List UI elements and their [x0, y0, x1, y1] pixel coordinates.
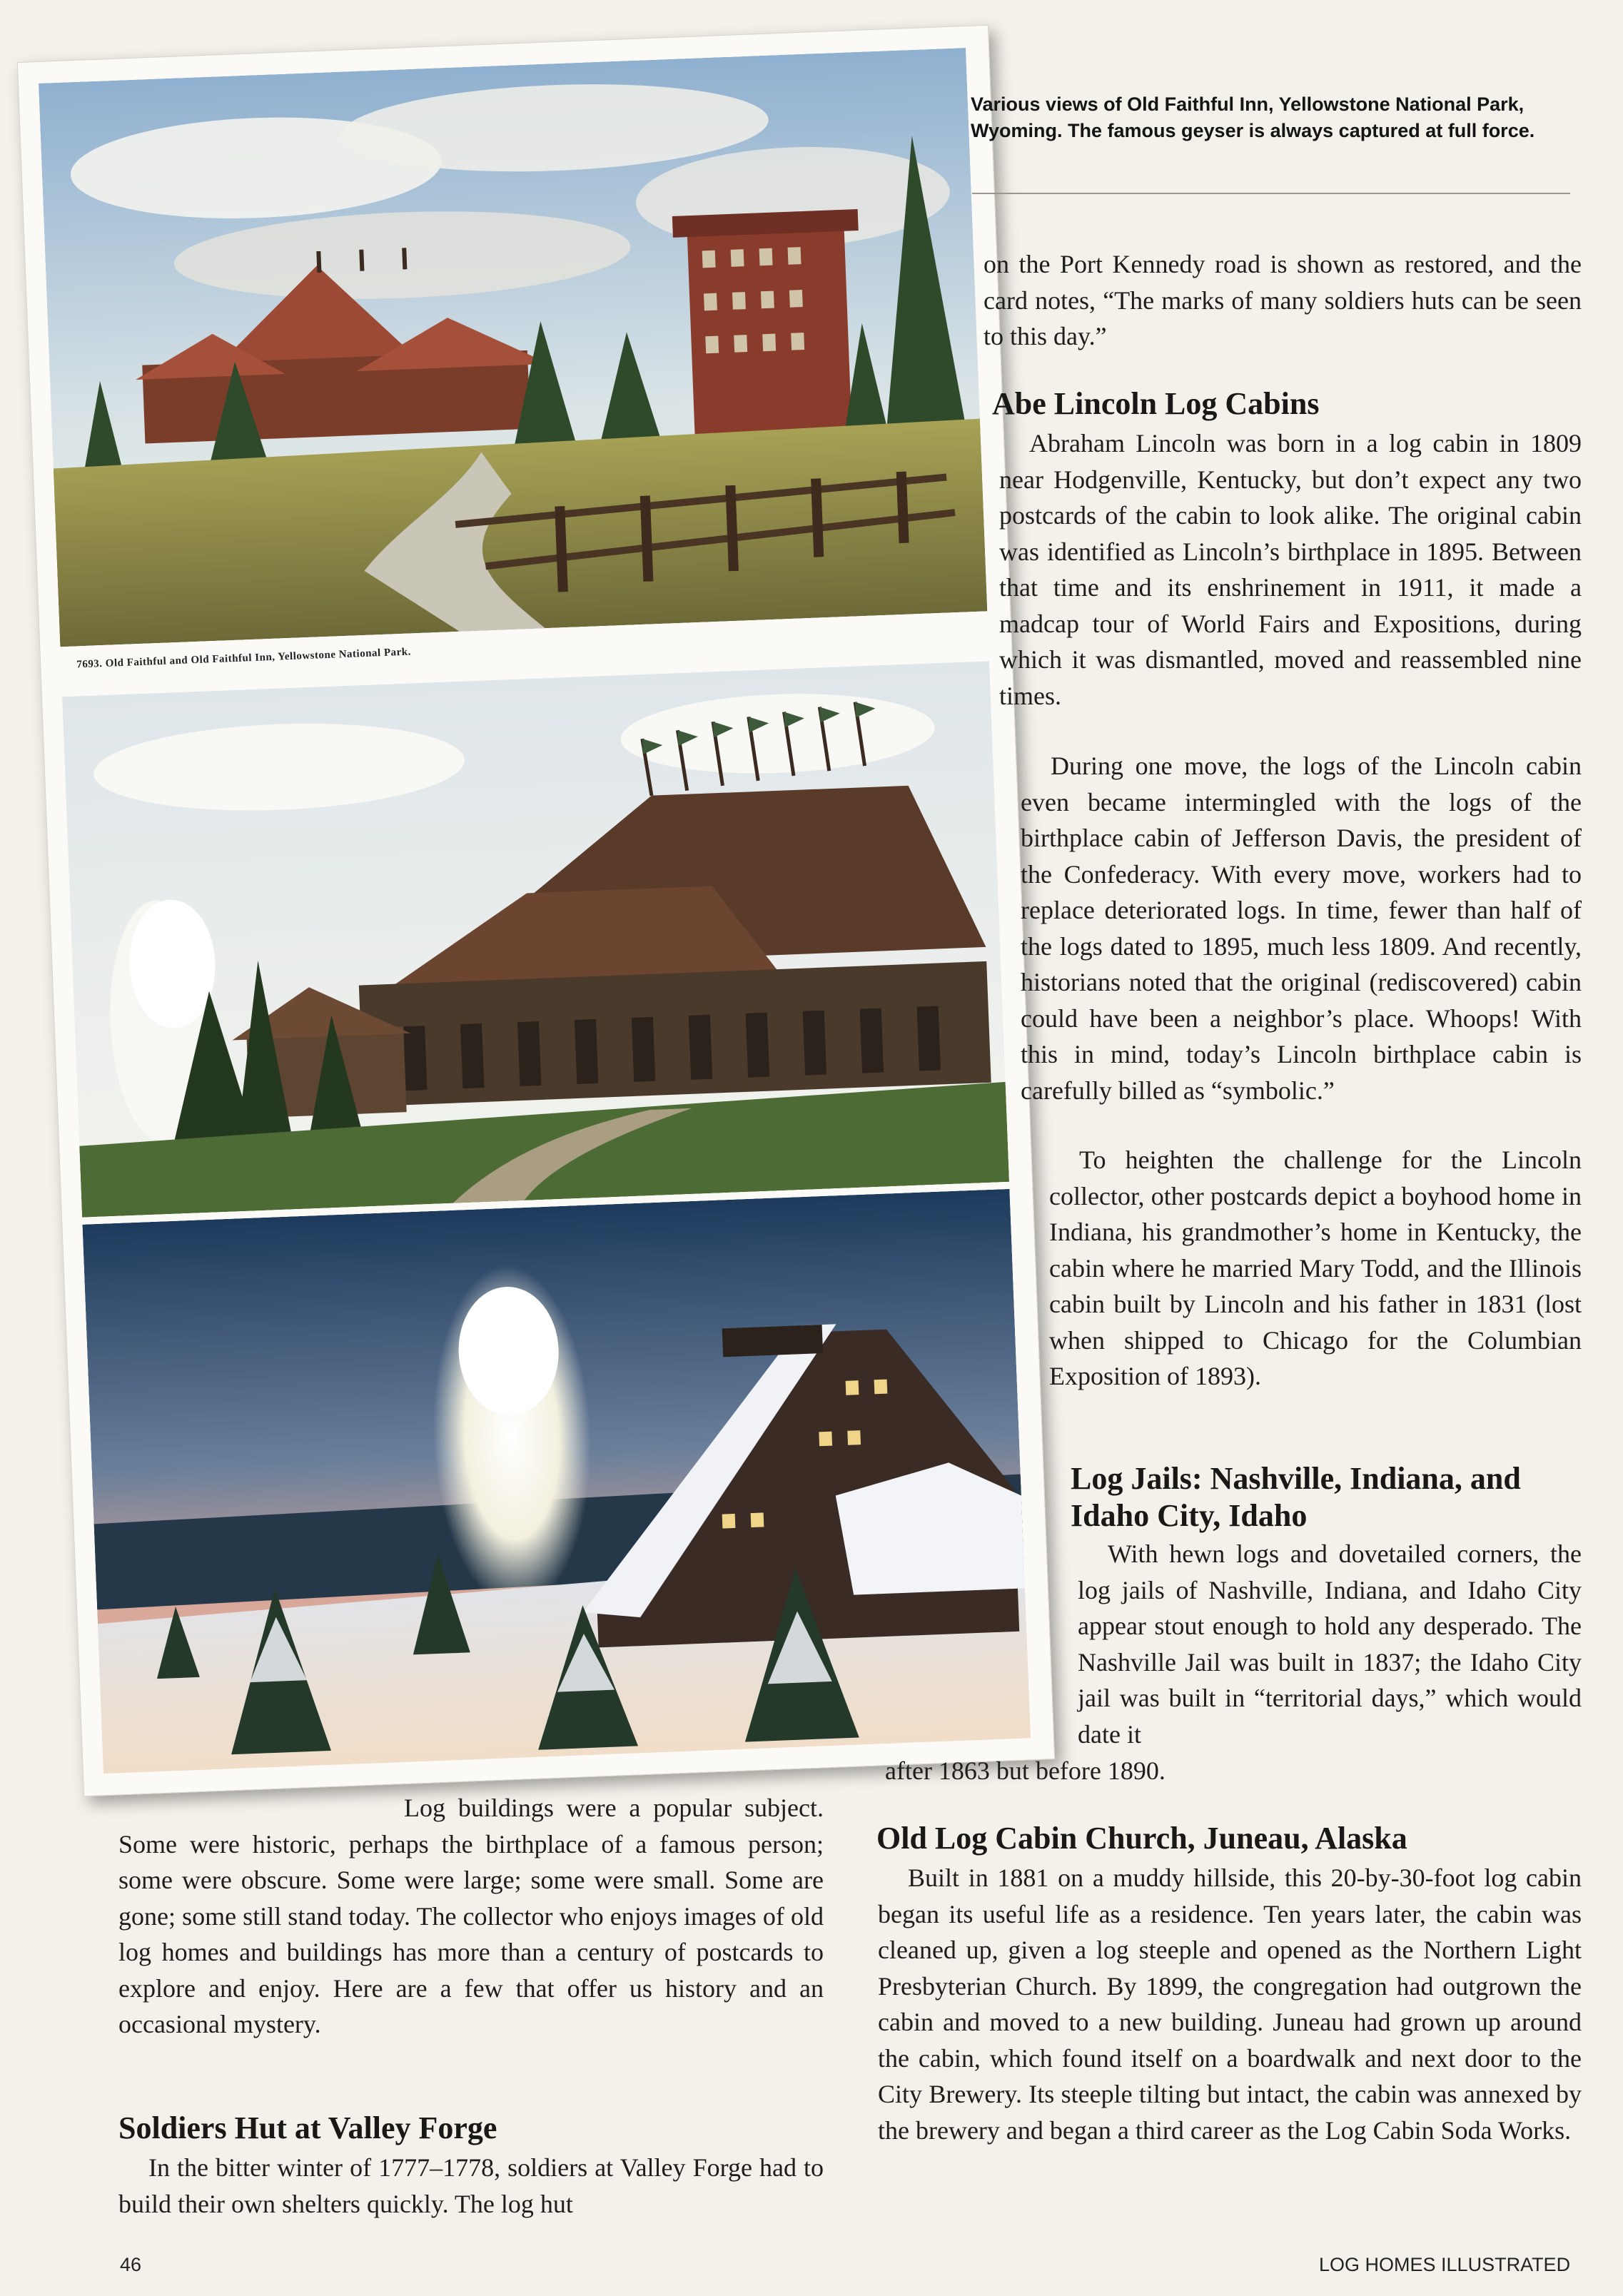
lincoln-paragraph-1: Abraham Lincoln was born in a log cabin in 1809 near Hodgenville, Kentucky, but don’t expect any two postcards of the cabin to look alike. The original cabin was identified as Lincoln’s birthplace in 1895. Between that time and its enshrinement in 1911, it made a madcap tour of World Fairs and Expositions, during which it was dismantled, moved and reassembled nine times.	[999, 429, 1582, 710]
valley-forge-paragraph: In the bitter winter of 1777–1778, soldiers at Valley Forge had to build their own shelters quickly. The log hut	[118, 2153, 824, 2218]
lincoln-text-block	[999, 425, 1582, 714]
log-jails-paragraph: With hewn logs and dovetailed corners, the log jails of Nashville, Indiana, and Idaho City appear stout enough to hold any desperado. The Nashville Jail was built in 1837; the Idaho City jail was built in “territorial days,” which would date it	[1078, 1539, 1582, 1749]
juneau-text-block	[878, 1860, 1582, 2148]
intro-paragraph: Log buildings were a popular subject. Some were historic, perhaps the birthplace of a famous person; some were obscure. Some were large; some were small. Some are gone; some still stand today. The collector who enjoys images of old log homes and buildings has more than a century of postcards to explore and enjoy. Here are a few that offer us history and an occasional mystery.	[118, 1794, 824, 2038]
postcard-inn-summer	[39, 48, 987, 647]
juneau-paragraph: Built in 1881 on a muddy hillside, this 20-by-30-foot log cabin began its useful life as a residence. Ten years later, the cabin was cleaned up, given a log steeple and opened as the Northern Light Presbyterian Church. By 1899, the congregation had outgrown the cabin and moved to a new building. Juneau had grown up around the cabin, which found itself on a boardwalk and next door to the City Brewery. Its steeple tilting but intact, the cabin was annexed by the brewery and began a third career as the Log Cabin Soda Works.	[878, 1863, 1582, 2145]
left-column	[118, 1790, 824, 2043]
lincoln-paragraph-3: To heighten the challenge for the Lincoln collector, other postcards depict a boyhood home in Indiana, his grandmother’s home in Kentucky, the cabin where he married Mary Todd, and the Illinois cabin built by Lincoln and his father in 1831 (lost when shipped to Chicago for the Columbian Exposition of 1893).	[1049, 1146, 1582, 1390]
postcard-collage	[17, 25, 1055, 1796]
postcard-caption: 7693. Old Faithful and Old Faithful Inn, Yellowstone National Park.	[76, 646, 412, 671]
continuation-paragraph: on the Port Kennedy road is shown as restored, and the card notes, “The marks of many soldiers huts can be seen to this day.”	[984, 250, 1582, 350]
log-jails-text-block	[1078, 1536, 1582, 1752]
section-heading-valley-forge: Soldiers Hut at Valley Forge	[118, 2110, 497, 2145]
lincoln-text-block-2	[1021, 748, 1582, 1108]
section-heading-juneau: Old Log Cabin Church, Juneau, Alaska	[876, 1821, 1407, 1856]
lincoln-paragraph-2: During one move, the logs of the Lincoln cabin even became intermingled with the logs of the birthplace cabin of Jefferson Davis, the president of the Confederacy. With every move, workers had to replace deteriorated logs. In time, fewer than half of the logs dated to 1895, much less 1809. And recently, historians noted that the original (rediscovered) cabin could have been a neighbor’s place. Whoops! With this in mind, today’s Lincoln birthplace cabin is carefully billed as “symbolic.”	[1021, 752, 1582, 1105]
log-jails-paragraph-end: after 1863 but before 1890.	[885, 1756, 1166, 1785]
postcard-inn-geyser	[61, 618, 1009, 1217]
page-number: 46	[120, 2254, 142, 2275]
section-heading-log-jails: Log Jails: Nashville, Indiana, and Idaho City, Idaho	[1071, 1461, 1521, 1533]
lincoln-text-block-3	[1049, 1142, 1582, 1395]
publication-name: LOG HOMES ILLUSTRATED	[1319, 2254, 1571, 2275]
log-jails-text-end	[885, 1753, 1527, 1789]
caption-divider	[972, 193, 1570, 194]
postcard-inn-winter	[82, 1189, 1031, 1774]
section-heading-lincoln: Abe Lincoln Log Cabins	[992, 386, 1320, 421]
valley-forge-text-block	[118, 2150, 824, 2222]
right-column-top	[984, 246, 1582, 355]
photo-caption: Various views of Old Faithful Inn, Yellowstone National Park, Wyoming. The famous geyser is always captured at full force.	[971, 93, 1535, 141]
